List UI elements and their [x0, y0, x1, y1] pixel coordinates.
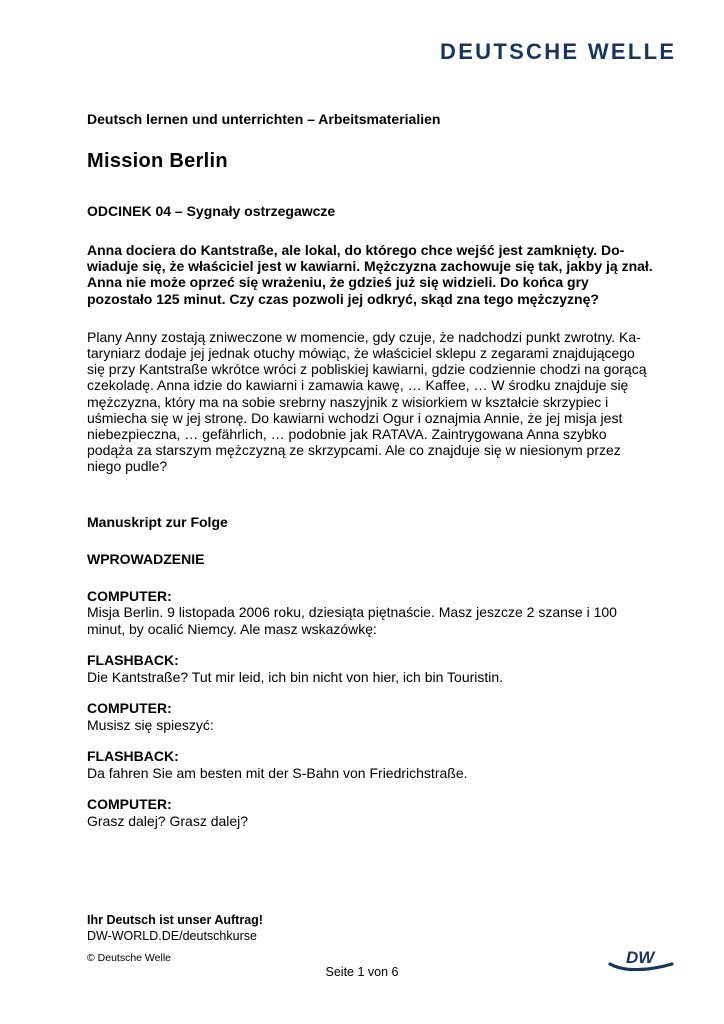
dialogue-line: Grasz dalej? Grasz dalej?: [87, 812, 249, 829]
episode-heading: ODCINEK 04 – Sygnały ostrzegawcze: [87, 203, 336, 219]
dialogue-block: [87, 796, 655, 829]
dw-logo-text: DW: [626, 948, 655, 967]
dialogue-block: [87, 588, 655, 638]
dialogue-line: Da fahren Sie am besten mit der S-Bahn von Friedrichstraße.: [87, 764, 468, 781]
footer: [87, 913, 687, 944]
manuscript-heading: Manuskript zur Folge: [87, 513, 228, 530]
footer-slogan: Ihr Deutsch ist unser Auftrag!: [87, 913, 263, 927]
dialogue-block: [87, 700, 655, 733]
episode-intro: Anna dociera do Kantstraße, ale lokal, do którego chce wejść jest zamknięty. Do-wiaduje się, że właściciel jest w kawiarni. Mężczyzna zachowuje się tak, jakby ją znał. Anna nie może oprzeć się wrażeniu, że gdzieś już się widzieli. Do końca gry pozostało 125 minut. Czy czas pozwoli jej odkryć, skąd zna tego mężczyznę?: [87, 242, 653, 307]
speaker-label: FLASHBACK:: [87, 652, 179, 669]
footer-copyright: © Deutsche Welle: [87, 952, 171, 964]
dialogue-line: Musisz się spieszyć:: [87, 716, 214, 733]
document-subtitle: Deutsch lernen und unterrichten – Arbeitsmaterialien: [87, 111, 441, 127]
page-number: Seite 1 von 6: [325, 965, 399, 979]
brand-wordmark: DEUTSCHE WELLE: [440, 39, 677, 64]
dw-logo-icon: [608, 947, 676, 971]
speaker-label: COMPUTER:: [87, 796, 172, 813]
speaker-label: COMPUTER:: [87, 700, 172, 717]
dialogue-block: [87, 652, 655, 685]
document-title: Mission Berlin: [87, 150, 228, 172]
document-body: [87, 111, 655, 829]
footer-url: DW-WORLD.DE/deutschkurse: [87, 929, 257, 943]
speaker-label: COMPUTER:: [87, 587, 172, 604]
episode-summary: Plany Anny zostają zniweczone w momencie, gdy czuje, że nadchodzi punkt zwrotny. Ka-taryniarz dodaje jej jednak otuchy mówiąc, że właściciel sklepu z zegarami znajdującego się przy Kantstraße wkrótce wróci z pobliskiej kawiarni, gdzie codziennie chodzi na gorącą czekoladę. Anna idzie do kawiarni i zamawia kawę, … Kaffee, … W środku znajduje się mężczyzna, który ma na sobie srebrny naszyjnik z wisiorkiem w kształcie skrzypiec i uśmiecha się w jej stronę. Do kawiarni wchodzi Ogur i oznajmia Annie, że jej misja jest niebezpieczna, … gefährlich, … podobnie jak RATAVA. Zaintrygowana Anna szybko podąża za starszym mężczyzną ze skrzypcami. Ale co znajduje się w niesionym przez niego pudle?: [87, 328, 647, 475]
section-heading: WPROWADZENIE: [87, 550, 205, 567]
speaker-label: FLASHBACK:: [87, 748, 179, 765]
dialogue-line: Misja Berlin. 9 listopada 2006 roku, dziesiąta piętnaście. Masz jeszcze 2 szanse i 100 minut, by ocalić Niemcy. Ale masz wskazówkę:: [87, 604, 617, 637]
dialogue-block: [87, 748, 655, 781]
dialogue-line: Die Kantstraße? Tut mir leid, ich bin nicht von hier, ich bin Touristin.: [87, 668, 504, 685]
